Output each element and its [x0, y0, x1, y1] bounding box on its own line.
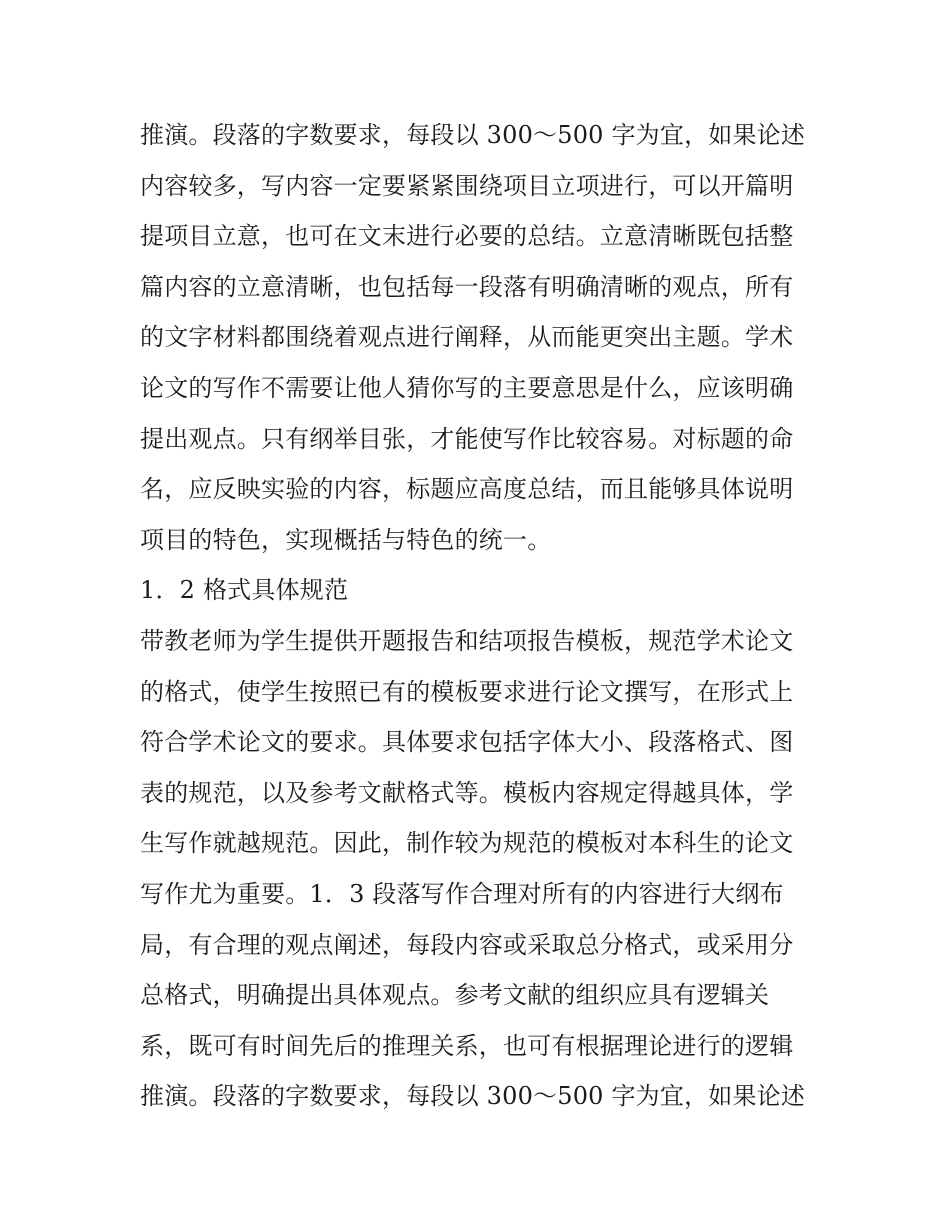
text-line: 总格式，明确提出具体观点。参考文献的组织应具有逻辑关: [140, 981, 770, 1010]
text-line: 的文字材料都围绕着观点进行阐释，从而能更突出主题。学术: [140, 323, 794, 352]
text-line: 系，既可有时间先后的推理关系，也可有根据理论进行的逻辑: [140, 1031, 794, 1060]
text-line: 的格式，使学生按照已有的模板要求进行论文撰写，在形式上: [140, 677, 794, 706]
section-heading: 1．2 格式具体规范: [140, 576, 349, 605]
text-line: 内容较多，写内容一定要紧紧围绕项目立项进行，可以开篇明: [140, 171, 794, 200]
text-line: 推演。段落的字数要求，每段以 300～500 字为宜，如果论述: [140, 121, 806, 149]
text-line: 写作尤为重要。1．3 段落写作合理对所有的内容进行大纲布: [140, 879, 784, 908]
text-line: 表的规范，以及参考文献格式等。模板内容规定得越具体，学: [140, 778, 794, 807]
text-line: 篇内容的立意清晰，也包括每一段落有明确清晰的观点，所有: [140, 272, 794, 301]
text-line: 推演。段落的字数要求，每段以 300～500 字为宜，如果论述: [140, 1082, 806, 1111]
text-line: 提项目立意，也可在文末进行必要的总结。立意清晰既包括整: [140, 222, 794, 251]
text-line: 生写作就越规范。因此，制作较为规范的模板对本科生的论文: [140, 829, 794, 858]
body-text: [140, 110, 820, 1122]
text-line: 论文的写作不需要让他人猜你写的主要意思是什么，应该明确: [140, 373, 794, 402]
text-line: 提出观点。只有纲举目张，才能使写作比较容易。对标题的命: [140, 424, 794, 453]
text-line: 项目的特色，实现概括与特色的统一。: [140, 525, 552, 554]
text-line: 局，有合理的观点阐述，每段内容或采取总分格式，或采用分: [140, 930, 794, 959]
text-line: 符合学术论文的要求。具体要求包括字体大小、段落格式、图: [140, 728, 794, 757]
text-line: 名，应反映实验的内容，标题应高度总结，而且能够具体说明: [140, 475, 794, 504]
text-line: 带教老师为学生提供开题报告和结项报告模板，规范学术论文: [140, 626, 794, 655]
